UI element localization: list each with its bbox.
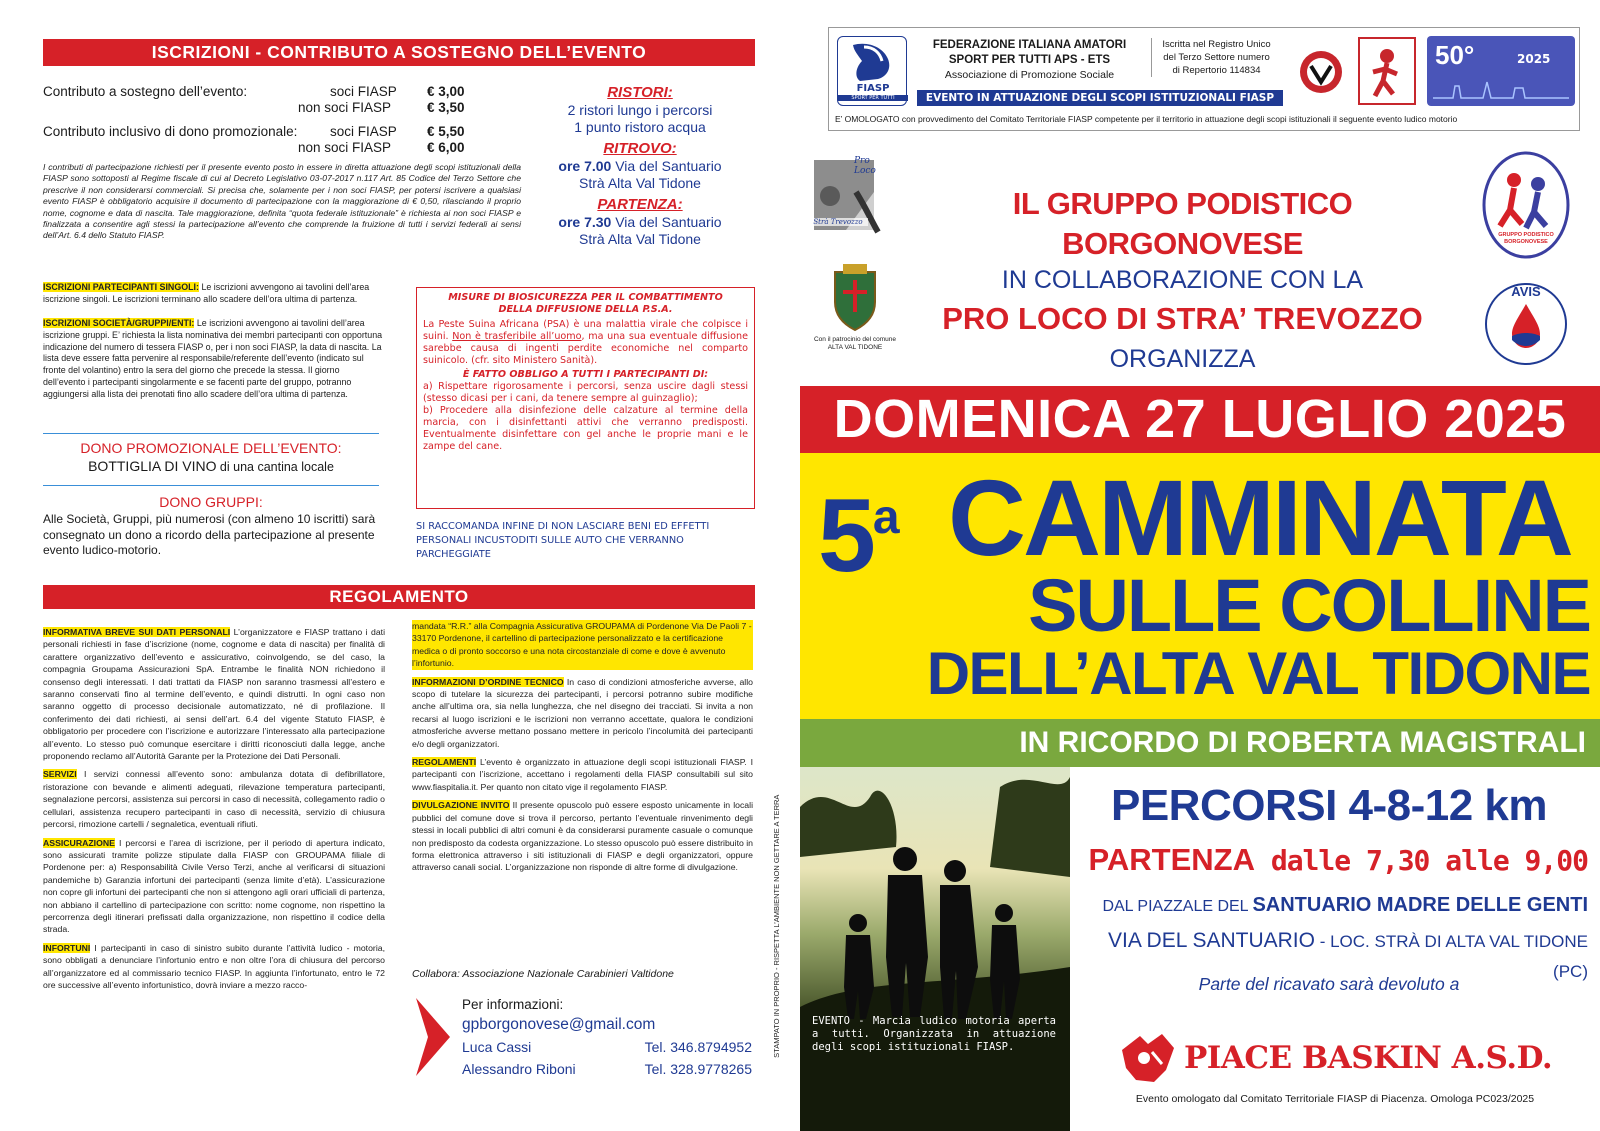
partenza-line bbox=[1070, 840, 1588, 881]
psa-text-a: La Peste Suina Africana (PSA) è una malattia virale che colpisce i suini. bbox=[423, 319, 748, 342]
reg-text: I partecipanti in caso di sinistro subito durante l’attività ludico - motoria, sono obbligati a denunciare l’infortunio entro e non oltre l’ora di chiusura del percorso all’organizzatore ed al commissario tecnico FIASP. In aggiunta l’infortunato, entro le 72 ore successive all’evento infortunistico, dovrà inviare a mezzo racco- bbox=[43, 942, 385, 990]
date-bar bbox=[800, 386, 1600, 453]
reg-paragraph bbox=[412, 799, 753, 873]
partenza-label: PARTENZA bbox=[1088, 842, 1255, 877]
reg-text: Il presente opuscolo può essere esposto unicamente in locali pubblici del comune dove si trova il percorso, pertanto l’eventuale rinvenimento degli stessi in locali pubblici di altri comuni è da considerarsi puramente casuale o comunque non predisposto da codesta organizzazione. Lo stesso opuscolo può essere distribuito in forma elettronica attraverso i siti istituzionali di FIASP e degli organizzatori, oppure attraverso canali social. L’organizzazione non risponde di altre forme di divulgazione. bbox=[412, 800, 753, 873]
reg-label: INFORMAZIONI D’ORDINE TECNICO bbox=[412, 676, 564, 687]
event-title2: SULLE COLLINE bbox=[1028, 564, 1590, 647]
price-row1-non-value: € 3,50 bbox=[427, 100, 465, 115]
registro-line1: Iscritta nel Registro Unico bbox=[1162, 39, 1271, 50]
iscrizioni-gruppi bbox=[43, 318, 383, 401]
registro-line2: del Terzo Settore numero bbox=[1163, 52, 1270, 63]
price-row1-non: non soci FIASP bbox=[298, 100, 392, 115]
proloco-logo-sub: Strà Trevozzo bbox=[808, 218, 868, 226]
piazzale-prefix: DAL PIAZZALE DEL bbox=[1102, 898, 1253, 915]
gpb-logo-text: GRUPPO PODISTICO BORGONOVESE bbox=[1498, 232, 1554, 245]
proloco-logo bbox=[806, 152, 892, 238]
fiasp-line2: SPORT PER TUTTI APS - ETS bbox=[948, 54, 1111, 66]
crest-icon bbox=[829, 262, 881, 332]
price-row1-label: Contributo a sostegno dell’evento: bbox=[43, 84, 248, 99]
fiasp-line3: Associazione di Promozione Sociale bbox=[944, 69, 1115, 81]
fiasp-line1: FEDERAZIONE ITALIANA AMATORI bbox=[932, 39, 1127, 51]
event-edition bbox=[818, 459, 897, 595]
ricavato-text: Parte del ricavato sarà devoluto a bbox=[1198, 974, 1460, 994]
singoli-label: ISCRIZIONI PARTECIPANTI SINGOLI: bbox=[43, 282, 199, 292]
price-row1-soci: soci FIASP bbox=[330, 84, 397, 99]
regolamento-header: REGOLAMENTO bbox=[43, 585, 755, 609]
localita: - LOC. STRÀ DI ALTA VAL TIDONE (PC) bbox=[1314, 932, 1588, 981]
via-name: VIA DEL SANTUARIO bbox=[1108, 929, 1315, 952]
percorsi: PERCORSI 4-8-12 km bbox=[1110, 781, 1548, 830]
event-date: DOMENICA 27 LUGLIO 2025 bbox=[833, 389, 1567, 449]
psa-paragraph bbox=[423, 319, 748, 367]
baskin-name: PIACE BASKIN A.S.D. bbox=[1184, 1040, 1553, 1076]
stampato-note: STAMPATO IN PROPRIO - RISPETTA L’AMBIENTE NON GETTARE A TERRA bbox=[771, 794, 781, 1058]
partenza-line1: Via del Santuario bbox=[611, 214, 722, 230]
organizer-line4: ORGANIZZA bbox=[1109, 345, 1256, 373]
price-row1-soci-value: € 3,00 bbox=[427, 84, 465, 99]
singoli-text: Le iscrizioni avvengono ai tavolini dell’area iscrizione singoli. Le iscrizioni terminano allo scadere dell’ora ultima di partenza. bbox=[43, 282, 370, 304]
reg-label: SERVIZI bbox=[43, 769, 77, 780]
psa-raccomanda: SI RACCOMANDA INFINE DI NON LASCIARE BENI ED EFFETTI PERSONALI INCUSTODITI SULLE AUTO CHE VERRANNO PARCHEGGIATE bbox=[416, 521, 710, 560]
price-row2-soci-value: € 5,50 bbox=[427, 124, 465, 139]
collabora: Collabora: Associazione Nazionale Carabinieri Valtidone bbox=[412, 968, 674, 980]
dono-promozionale bbox=[43, 440, 379, 476]
fiasp-logo-text: FIASP bbox=[856, 83, 890, 94]
dono-gruppi-text: Alle Società, Gruppi, più numerosi (con almeno 10 iscritti) sarà consegnato un dono a ricordo della partecipazione al presente evento ludico-motorio. bbox=[43, 512, 376, 557]
registro bbox=[1151, 38, 1281, 77]
ristori-line2: 1 punto ristoro acqua bbox=[574, 119, 706, 135]
contact1-tel[interactable]: Tel. 346.8794952 bbox=[644, 1039, 752, 1055]
avis-logo bbox=[1482, 274, 1570, 374]
organizer-line2: IN COLLABORAZIONE CON LA bbox=[1001, 266, 1364, 294]
dono-text: BOTTIGLIA DI VINO bbox=[88, 458, 217, 474]
psa-text-b: , ma una sua eventuale diffusione sarebbe causa di ingenti perdite economiche nel comparto suinicolo. (cfr. sito Ministero Sanità). bbox=[423, 331, 748, 366]
event-title3: DELL’ALTA VAL TIDONE bbox=[926, 640, 1590, 707]
memory-text: IN RICORDO DI ROBERTA MAGISTRALI bbox=[1019, 726, 1586, 759]
reg-paragraph bbox=[43, 626, 385, 762]
reg-label: REGOLAMENTI bbox=[412, 757, 477, 768]
contact2-name: Alessandro Riboni bbox=[462, 1061, 576, 1077]
gruppi-label: ISCRIZIONI SOCIETÀ/GRUPPI/ENTI: bbox=[43, 318, 195, 328]
reg-paragraph bbox=[43, 837, 385, 936]
iscrizioni-singoli bbox=[43, 282, 383, 306]
gpb-logo bbox=[1480, 150, 1572, 260]
contact2-tel[interactable]: Tel. 328.9778265 bbox=[644, 1061, 752, 1077]
psa-box bbox=[416, 287, 755, 509]
reg-label: INFORMATIVA BREVE SUI DATI PERSONALI bbox=[43, 627, 231, 637]
reg-paragraph bbox=[43, 942, 385, 992]
anniversary-logo bbox=[1427, 36, 1575, 106]
evento-note: EVENTO - Marcia ludico motoria aperta a tutti. Organizzata in attuazione degli scopi istituzionali FIASP. bbox=[812, 1015, 1056, 1053]
omologa-note: Evento omologato dal Comitato Territoriale FIASP di Piacenza. Omologa PC023/2025 bbox=[1135, 1093, 1535, 1105]
edition-suffix: a bbox=[872, 491, 897, 544]
event-title1: CAMMINATA bbox=[948, 457, 1571, 578]
price-table bbox=[43, 84, 483, 164]
psa-point-a: a) Rispettare rigorosamente i percorsi, senza uscire dagli stessi (stesso dicasi per i cani, da tenere sempre al guinzaglio); bbox=[423, 381, 748, 404]
stampato-wrap bbox=[772, 770, 782, 1090]
dono-gruppi-title: DONO GRUPPI: bbox=[159, 494, 263, 510]
baskin-logo bbox=[1118, 1030, 1178, 1086]
reg-label: INFORTUNI bbox=[43, 942, 91, 953]
reg-label: ASSICURAZIONE bbox=[43, 837, 115, 848]
reg-text: L’evento è organizzato in attuazione degli scopi istituzionali FIASP. I partecipanti con l’iscrizione, accettano i regolamenti della FIASP consultabili sul sito www.fiaspitalia.it. Per quanto non citato vige il regolamento FIASP. bbox=[412, 757, 753, 792]
organizer-line1: IL GRUPPO PODISTICO BORGONOVESE bbox=[1012, 186, 1353, 261]
reg-label: DIVULGAZIONE INVITO bbox=[412, 800, 510, 811]
reg-text: L’organizzatore e FIASP trattano i dati personali richiesti in fase d’iscrizione (nome, cognome e data di nascita) per finalità di carattere organizzativo dell’evento e assicurativo, coinvolgendo, se del caso, la compagnia Groupama Assicurazioni SpA. Entrambe le finalità NON richiedono il consenso degli interessati. I dati trattati da FIASP non saranno trasmessi all’estero e saranno conservati fino al termine dell’evento, e quindi distrutti. In ogni caso non saranno oggetto di processo decisionale automatizzato, né di profilazione. Il conferimento dei dati richiesti, ai sensi dell’art. 6.4 del vigente Statuto FIASP, è obbligatorio per procedere con l’iscrizione e autorizzare l’interessato alla partecipazione all’evento. Lo stesso può comunque esercitare i diritti riconosciuti dalla legge, anche proponendo reclamo all’Autorità Garante per la Protezione dei Dati Personali. bbox=[43, 627, 385, 762]
contact1-name: Luca Cassi bbox=[462, 1039, 532, 1055]
partenza-title: PARTENZA: bbox=[597, 196, 683, 213]
price-row2-label: Contributo inclusivo di dono promozionale: bbox=[43, 124, 298, 139]
family-silhouette-icon bbox=[800, 767, 1070, 1131]
emblem-logo bbox=[1299, 42, 1343, 102]
psa-title2: DELLA DIFFUSIONE DELLA P.S.A. bbox=[498, 304, 673, 315]
iscrizioni-header: ISCRIZIONI - CONTRIBUTO A SOSTEGNO DELL’EVENTO bbox=[43, 39, 755, 66]
piazzale-line bbox=[1070, 890, 1588, 922]
price-row2-non: non soci FIASP bbox=[298, 140, 392, 155]
right-page bbox=[800, 0, 1600, 1131]
proloco-logo-text: Pro Loco bbox=[854, 156, 876, 176]
ritrovo-line1: Via del Santuario bbox=[611, 158, 722, 174]
fiasp-shoe-icon bbox=[838, 37, 908, 87]
family-image bbox=[800, 767, 1070, 1131]
ritrovo-line2: Strà Alta Val Tidone bbox=[579, 175, 701, 191]
gruppi-text: Le iscrizioni avvengono ai tavolini dell’area iscrizione gruppi. E’ richiesta la lista nominativa dei membri partecipanti con opportuna indicazione del numero di tessera FIASP o, per i non soci FIASP, la data di nascita. La lista deve essere fatta pervenire al responsabile/referente dell’evento (indicato sul fronte del volantino) entro la sera del giorno che precede la stessa. Il giorno dell’evento i partecipanti singolarmente e se facenti parte del gruppo, potranno aggiungersi alla lista dei prenotati fino allo scadere dell’ora ultima di partenza. bbox=[43, 318, 383, 399]
baskin-icon bbox=[1118, 1030, 1178, 1086]
psa-text-underlined: Non è trasferibile all’uomo bbox=[452, 331, 582, 342]
contacts-title: Per informazioni: bbox=[462, 997, 564, 1012]
ritrovo-time: ore 7.00 bbox=[558, 158, 612, 174]
divider bbox=[43, 433, 379, 434]
psa-obbligo: È FATTO OBBLIGO A TUTTI I PARTECIPANTI DI: bbox=[462, 369, 709, 380]
reg-paragraph bbox=[412, 676, 753, 750]
reg-text: In caso di condizioni atmosferiche avverse, allo scopo di tutelare la sicurezza dei partecipanti, i percorsi potranno subire modifiche anche all’ultima ora, sia nella lunghezza, che nel disegno dei tracciati. Si invita a non recarsi al luogo iscrizioni e le iscrizioni non verranno accettate, qualora le condizioni atmosferiche avverse mettano possano mettere in pericolo l’incolumità dei partecipanti e/o degli organizzatori. bbox=[412, 676, 753, 749]
regolamento-column2 bbox=[412, 620, 753, 874]
reg-paragraph bbox=[43, 768, 385, 830]
reg-paragraph bbox=[412, 756, 753, 793]
info-column bbox=[525, 84, 755, 248]
fiscal-note: I contributi di partecipazione richiesti per il presente evento posto in essere in diretta attuazione degli scopi istituzionali della FIASP sono sottoposti al Regime fiscale di cui al Decreto Legislativo 03-07-2017 n.117 Art. 85 Codice del Terzo Settore che prescrive il non considerarsi commerciali. Si precisa che, solamente per i non soci FIASP, per potersi iscrivere a qualsiasi evento FIASP è obbligatorio acquisire il documento di partecipazione con la maggiorazione di € 0,50, rilasciando il proprio nome, cognome e data di nascita. Tale maggiorazione, definita “quota federale istituzionale” è richiesta ai non soci FIASP e finalizzata a consentire agli stessi la partecipazione all’evento che comprende la fruizione di tutti i servizi federali ai sensi dell’Art. 6.4 dello Statuto FIASP. bbox=[43, 162, 521, 241]
fiasp-banner: EVENTO IN ATTUAZIONE DEGLI SCOPI ISTITUZIONALI FIASP bbox=[917, 90, 1283, 106]
santuario-name: SANTUARIO MADRE DELLE GENTI bbox=[1252, 894, 1588, 916]
divider bbox=[43, 485, 379, 486]
ritrovo-title: RITROVO: bbox=[603, 140, 677, 157]
partenza-time: ore 7.30 bbox=[558, 214, 612, 230]
ristori-title: RISTORI: bbox=[607, 84, 673, 101]
reg-intro: mandata “R.R.” alla Compagnia Assicurativa GROUPAMA di Pordenone Via De Paoli 7 - 33170 Pordenone, il cartellino di partecipazione personalizzato e la certificazione medica o di pronto soccorso e una nota circostanziale di come e dove è avvenuto l’infortunio. bbox=[412, 621, 752, 669]
fiasp-logo-sub: SPORT PER TUTTI bbox=[838, 95, 908, 101]
runner-icon bbox=[1357, 36, 1417, 106]
partenza-time-range: dalle 7,30 alle 9,00 bbox=[1254, 844, 1588, 877]
reg-text: I percorsi e l’area di iscrizione, per il periodo di apertura indicato, sono assicurati tramite polizze stipulate dalla FIASP con GROUPAMA filiale di Pordenone per: a) Responsabilità Civile Verso Terzi, anche al verificarsi di situazioni pandemiche b) Garanzia infortuni dei partecipanti (senza limite d’età). L’assicurazione non copre gli infortuni dei partecipanti che non si attengono agli orari ufficiali di partenza, non abbiano il cartellino di partecipazione con scritto: nome cognome, non rispettino la percorrenza degli itinerari prefissati dalla organizzazione, non rispettino il codice della strada. bbox=[43, 837, 385, 935]
fiasp-name bbox=[917, 38, 1142, 82]
patrocinio-text: Con il patrocinio del comune ALTA VAL TIDONE bbox=[813, 336, 897, 351]
contacts-email[interactable]: gpborgonovese@gmail.com bbox=[462, 1016, 656, 1033]
contacts bbox=[462, 996, 762, 1080]
dono-title: DONO PROMOZIONALE DELL’EVENTO: bbox=[80, 440, 342, 456]
price-row2-non-value: € 6,00 bbox=[427, 140, 465, 155]
dono-suffix: di una cantina locale bbox=[216, 460, 334, 474]
omologato-note: E’ OMOLOGATO con provvedimento del Comitato Territoriale FIASP competente per il territorio in attuazione degli scopi istituzionali il seguente evento ludico motorio bbox=[835, 114, 1458, 124]
anniversary-number: 50° bbox=[1435, 40, 1475, 70]
avis-text: AVIS bbox=[1511, 284, 1541, 299]
title-block bbox=[800, 453, 1600, 719]
psa-point-b: b) Procedere alla disinfezione delle calzature al termine della marcia, con i disinfettanti attivi che verranno predisposti. Eventualmente disinfettare con gel anche le proprie mani e le zampe del cane. bbox=[423, 405, 748, 452]
skyline-icon bbox=[1433, 78, 1569, 102]
emblem-icon bbox=[1299, 42, 1343, 102]
comune-crest bbox=[810, 262, 900, 370]
contact-arrow bbox=[416, 998, 450, 1076]
regolamento-column1 bbox=[43, 620, 385, 991]
anniversary-year: 2025 bbox=[1517, 52, 1551, 66]
price-row2-soci: soci FIASP bbox=[330, 124, 397, 139]
registro-line3: di Repertorio 114834 bbox=[1172, 65, 1261, 76]
memory-bar bbox=[800, 719, 1600, 767]
psa-title1: MISURE DI BIOSICUREZZA PER IL COMBATTIMENTO bbox=[448, 292, 723, 303]
reg-text: I servizi connessi all’evento sono: ambulanza dotata di defibrillatore, ristorazione con bevande e alimenti adeguati, rilevazione temperatura partecipanti, segnalazione percorsi, assistenza sui percorsi in caso di necessità, collegamento radio o cellulari, assistenza recupero partecipanti in caso di necessità, servizio di chiusura percorsi, rimozione cartelli / segnaletica, eventuali rifiuti. bbox=[43, 769, 385, 830]
ristori-line1: 2 ristori lungo i percorsi bbox=[567, 102, 713, 118]
partenza-line2: Strà Alta Val Tidone bbox=[579, 231, 701, 247]
fiasp-logo bbox=[837, 36, 907, 106]
organizer-line3: PRO LOCO DI STRA’ TREVOZZO bbox=[942, 301, 1423, 336]
fiasp-header-box bbox=[828, 27, 1580, 131]
piacenza-logo bbox=[1357, 36, 1417, 106]
organizer-text bbox=[905, 184, 1460, 376]
edition-number: 5 bbox=[818, 478, 873, 594]
